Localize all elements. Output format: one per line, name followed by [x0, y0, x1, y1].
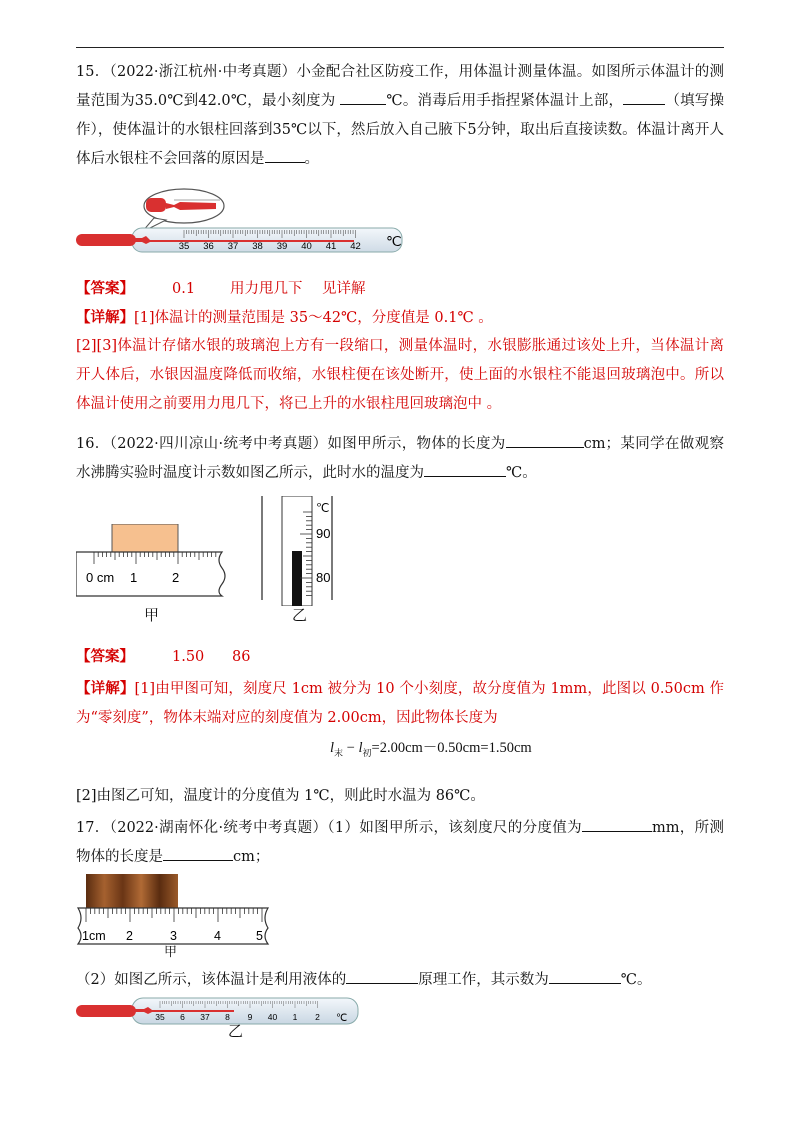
formula-sub: 末: [334, 747, 344, 758]
thermometer-label: 41: [325, 241, 337, 252]
thermometer-label: 40: [267, 1012, 278, 1022]
ruler-label: 2: [126, 929, 133, 943]
q16-text: ℃。: [506, 465, 537, 481]
formula-rest: =2.00cm－0.50cm=1.50cm: [371, 740, 532, 756]
q17-text: cm；: [233, 849, 270, 865]
thermometer-label: 38: [252, 241, 263, 252]
thermometer-label: 90: [316, 526, 331, 541]
clinical-thermometer-figure-q17: [74, 996, 364, 1028]
thermometer-label: 37: [227, 241, 239, 252]
formula-var: l: [330, 740, 335, 756]
thermometer-label: 35: [178, 241, 190, 252]
q16-detail-2: [76, 782, 724, 811]
ruler-figure-q16: [76, 524, 236, 600]
q15-answer-row: [76, 274, 366, 304]
q16-detail-1: [76, 674, 724, 733]
question-16: [76, 430, 724, 488]
figure-caption-yi: 乙: [228, 1022, 244, 1040]
answer-label: 【答案】: [76, 648, 134, 665]
thermometer-unit: ℃: [316, 501, 330, 515]
q16-blank-1[interactable]: [506, 434, 584, 448]
thermometer-label: 35: [155, 1012, 165, 1022]
figure-caption-jia: 甲: [164, 945, 178, 960]
q16-text: cm；某同学在做观察水沸腾实验时温度计示数如图乙所示，此时水的温度为: [76, 436, 724, 481]
thermometer-bulb: [76, 1005, 136, 1017]
answer-value: 用力甩几下: [230, 281, 303, 297]
thermometer-label: 1: [292, 1012, 298, 1022]
detail-text: [1]体温计的测量范围是 35～42℃，分度值是 0.1℃ 。: [134, 310, 493, 326]
answer-value: 1.50: [172, 649, 205, 665]
ruler-label: 1cm: [82, 929, 106, 943]
q15-detail-1: [76, 303, 724, 333]
question-17-part-2: [76, 966, 724, 995]
detail-label: 【详解】: [76, 309, 134, 326]
q16-text: 16．（2022·四川凉山·统考中考真题）如图甲所示，物体的长度为: [76, 436, 506, 452]
q15-detail-2: [76, 332, 724, 419]
q15-blank-3[interactable]: [265, 149, 305, 163]
q17-text: 17．（2022·湖南怀化·统考中考真题）（1）如图甲所示，该刻度尺的分度值为: [76, 820, 582, 836]
detail-label: 【详解】: [76, 680, 135, 697]
q17-text: mm，所测物体的长度是: [76, 820, 724, 865]
formula-var: l: [358, 740, 363, 756]
liquid-column: [292, 551, 302, 606]
answer-label: 【答案】: [76, 280, 134, 297]
lab-thermometer-figure-q16: [258, 496, 344, 606]
thermometer-label: 8: [225, 1012, 230, 1022]
thermometer-label: 42: [350, 241, 361, 252]
thermometer-label: 37: [200, 1012, 210, 1022]
ruler-label: 1: [130, 570, 138, 585]
answer-value: 86: [232, 649, 251, 665]
length-formula: $l_末 - l_初=2.00cm-0.50cm=1.50cm$: [330, 740, 532, 758]
q17-text: （2）如图乙所示，该体温计是利用液体的: [76, 972, 347, 988]
detail-text: [2][3]体温计存储水银的玻璃泡上方有一段缩口，测量体温时，水银膨胀通过该处上升，当体温计离开人体后，水银因温度降低而收缩，水银柱便在该处断开，使上面的水银柱不能退回玻璃泡中。所以体温计使用之前要用力甩几下，将已上升的水银柱甩回玻璃泡中 。: [76, 338, 724, 412]
thermometer-unit: ℃: [386, 233, 402, 249]
thermometer-label: 40: [301, 241, 312, 252]
q17-blank-1[interactable]: [582, 818, 652, 832]
q15-text: （填写操作），使体温计的水银柱回落到35℃以下，然后放入自己腋下5分钟，取出后直接读数。体温计离开人体后水银柱不会回落的原因是: [76, 93, 724, 167]
q17-blank-2[interactable]: [163, 847, 233, 861]
q15-blank-2[interactable]: [623, 91, 665, 105]
answer-value: 见详解: [322, 281, 366, 297]
thermometer-label: 80: [316, 570, 331, 585]
ruler-label: 2: [172, 570, 180, 585]
detail-text: [1]由甲图可知，刻度尺 1cm 被分为 10 个小刻度，故分度值为 1mm，此图以 0.50cm 作为“零刻度”，物体末端对应的刻度值为 2.00cm，因此物体长度为: [76, 681, 724, 726]
q16-blank-2[interactable]: [424, 463, 506, 477]
thermometer-label: 36: [203, 241, 214, 252]
thermometer-bulb: [76, 234, 136, 246]
figure-caption-jia: 甲: [144, 606, 160, 624]
q15-blank-1[interactable]: [340, 91, 386, 105]
answer-value: 0.1: [172, 281, 196, 297]
q17-blank-4[interactable]: [549, 970, 621, 984]
ruler-label: 3: [170, 929, 177, 943]
q17-text: 原理工作，其示数为: [418, 972, 549, 988]
formula-sub: 初: [362, 747, 372, 758]
thermometer-label: 39: [276, 241, 288, 252]
question-15: [76, 58, 724, 174]
q17-blank-3[interactable]: [346, 970, 418, 984]
figure-caption-yi: 乙: [292, 606, 308, 624]
q16-answer-row: [76, 642, 250, 672]
q17-text: ℃。: [620, 972, 652, 988]
ruler-figure-q17: [76, 872, 272, 946]
thermometer-label: 6: [180, 1012, 185, 1022]
measured-block: [112, 524, 178, 552]
ruler-label: 4: [214, 929, 221, 943]
q15-text: 15．（2022·浙江杭州·中考真题）小金配合社区防疫工作，用体温计测量体温。如图所示体温计的测量范围为35.0℃到42.0℃，最小刻度为: [76, 64, 724, 109]
thermometer-unit: ℃: [336, 1013, 348, 1024]
ruler-label: 0 cm: [86, 570, 115, 585]
question-17: [76, 814, 724, 872]
thermometer-label: 9: [247, 1012, 253, 1022]
clinical-thermometer-figure-q15: [74, 186, 414, 258]
detail-text: [2]由图乙可知，温度计的分度值为 1℃，则此时水温为 86℃。: [76, 788, 485, 804]
measured-block: [86, 874, 178, 908]
ruler-label: 5: [256, 929, 263, 943]
q15-text: 。: [304, 151, 319, 167]
header-rule: [76, 47, 724, 48]
q15-text: ℃。消毒后用手指捏紧体温计上部，: [386, 93, 624, 109]
thermometer-label: 2: [315, 1012, 320, 1022]
